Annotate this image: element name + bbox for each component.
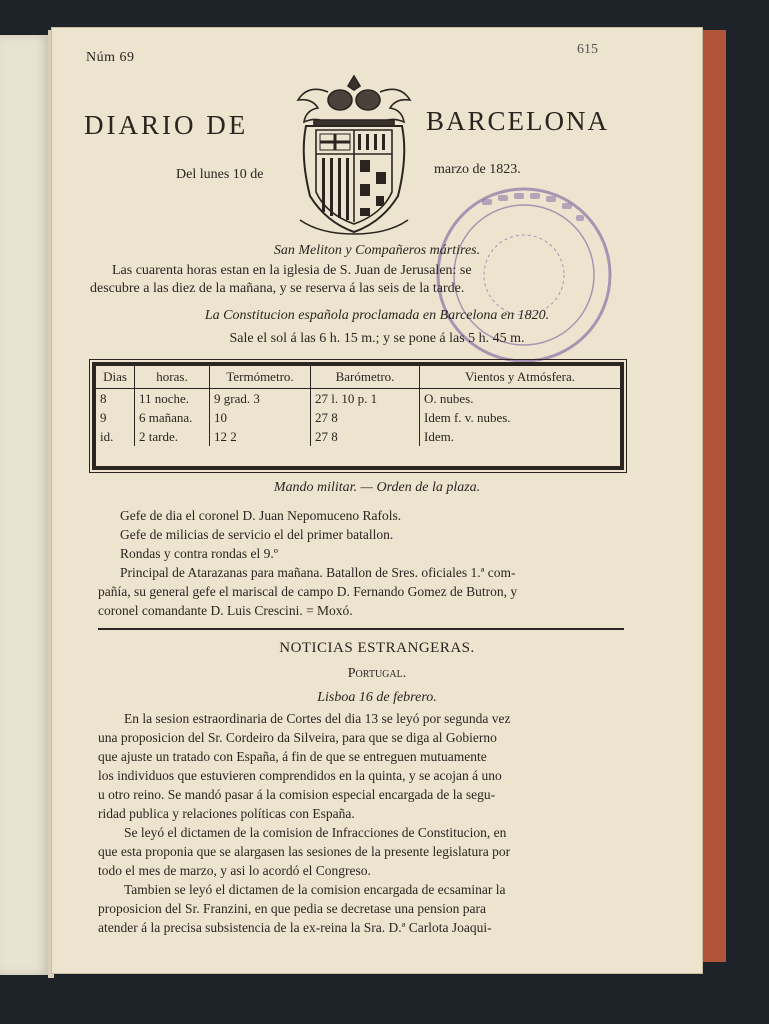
forty-hours-line-1: Las cuarenta horas estan en la iglesia de S. Juan de Jerusalen: se — [112, 263, 472, 278]
folio-number: 615 — [577, 42, 598, 57]
cell-baro: 27 8 — [311, 427, 420, 446]
table-row — [96, 427, 620, 446]
news-line: proposicion del Sr. Franzini, en que pedia se decretase una pension para — [98, 901, 486, 916]
cell-baro: 27 8 — [311, 408, 420, 427]
constitution-line: La Constitucion española proclamada en Barcelona en 1820. — [204, 308, 550, 323]
military-line: Principal de Atarazanas para mañana. Batallon de Sres. oficiales 1.ª com- — [120, 565, 516, 580]
foreign-news-heading: NOTICIAS ESTRANGERAS. — [279, 640, 475, 656]
date-right: marzo de 1823. — [434, 162, 521, 177]
cell-wind: O. nubes. — [424, 390, 474, 406]
issue-number: Núm 69 — [86, 50, 135, 65]
header-days: Dias — [96, 366, 135, 389]
cell-hour: 11 noche. — [135, 389, 210, 409]
cell-wind: Idem. — [424, 428, 454, 444]
cell-wind: Idem f. v. nubes. — [424, 409, 511, 425]
weather-table — [92, 362, 624, 470]
news-line: que ajuste un tratado con España, á fin de que se entreguen mutuamente — [98, 749, 487, 764]
military-line: pañía, su general gefe el mariscal de campo D. Fernando Gomez de Butron, y — [98, 584, 518, 599]
barcelona-crest-icon — [292, 70, 416, 240]
newspaper-page — [52, 28, 702, 973]
page-edge — [700, 30, 726, 962]
dateline: Lisboa 16 de febrero. — [317, 690, 437, 705]
military-line: coronel comandante D. Luis Crescini. = Moxó. — [98, 603, 353, 618]
cell-hour: 6 mañana. — [135, 408, 210, 427]
cell-day: 8 — [96, 389, 135, 409]
sunrise-sunset: Sale el sol á las 6 h. 15 m.; y se pone á las 5 h. 45 m. — [229, 331, 525, 346]
news-line: Tambien se leyó el dictamen de la comision encargada de ecsaminar la — [124, 882, 506, 897]
news-line: una proposicion del Sr. Cordeiro da Silveira, para que se diga al Gobierno — [98, 730, 497, 745]
cell-thermo: 9 grad. 3 — [210, 389, 311, 409]
saints-of-day: San Meliton y Compañeros mártires. — [273, 243, 481, 258]
table-row — [96, 389, 620, 409]
military-line: Gefe de milicias de servicio el del primer batallon. — [120, 527, 394, 542]
header-winds: Vientos y Atmósfera. — [420, 366, 621, 389]
country-heading: Portugal. — [347, 666, 407, 681]
date-left: Del lunes 10 de — [176, 167, 264, 182]
news-line: En la sesion estraordinaria de Cortes del dia 13 se leyó por segunda vez — [124, 711, 511, 726]
table-row — [96, 408, 620, 427]
header-thermometer: Termómetro. — [210, 366, 311, 389]
forty-hours-line-2: descubre a las diez de la mañana, y se reserva á las seis de la tarde. — [90, 281, 465, 296]
left-page — [0, 35, 51, 975]
cell-thermo: 12 2 — [210, 427, 311, 446]
section-divider — [98, 628, 624, 630]
cell-thermo: 10 — [210, 408, 311, 427]
military-heading: Mando militar. — Orden de la plaza. — [273, 480, 481, 495]
news-line: ridad publica y relaciones políticas con España. — [98, 806, 355, 821]
military-line: Gefe de dia el coronel D. Juan Nepomuceno Rafols. — [120, 508, 402, 523]
cell-day: 9 — [96, 408, 135, 427]
news-line: los individuos que estuvieren comprendidos en la quinta, y se acojan á uno — [98, 768, 502, 783]
news-line: todo el mes de marzo, y asi lo acordó el Congreso. — [98, 863, 371, 878]
cell-baro: 27 l. 10 p. 1 — [311, 389, 420, 409]
news-line: atender á la precisa subsistencia de la ex-reina la Sra. D.ª Carlota Joaqui- — [98, 920, 492, 935]
header-hours: horas. — [135, 366, 210, 389]
cell-hour: 2 tarde. — [135, 427, 210, 446]
masthead-title-right: BARCELONA — [426, 106, 610, 136]
cell-day: id. — [96, 427, 135, 446]
military-line: Rondas y contra rondas el 9.º — [120, 546, 278, 561]
news-line: que esta proponia que se alargasen las sesiones de la presente legislatura por — [98, 844, 511, 859]
header-barometer: Barómetro. — [311, 366, 420, 389]
news-line: u otro reino. Se mandó pasar á la comision especial encargada de la segu- — [98, 787, 496, 802]
masthead-title-left: DIARIO DE — [84, 110, 249, 140]
news-line: Se leyó el dictamen de la comision de Infracciones de Constitucion, en — [124, 825, 507, 840]
